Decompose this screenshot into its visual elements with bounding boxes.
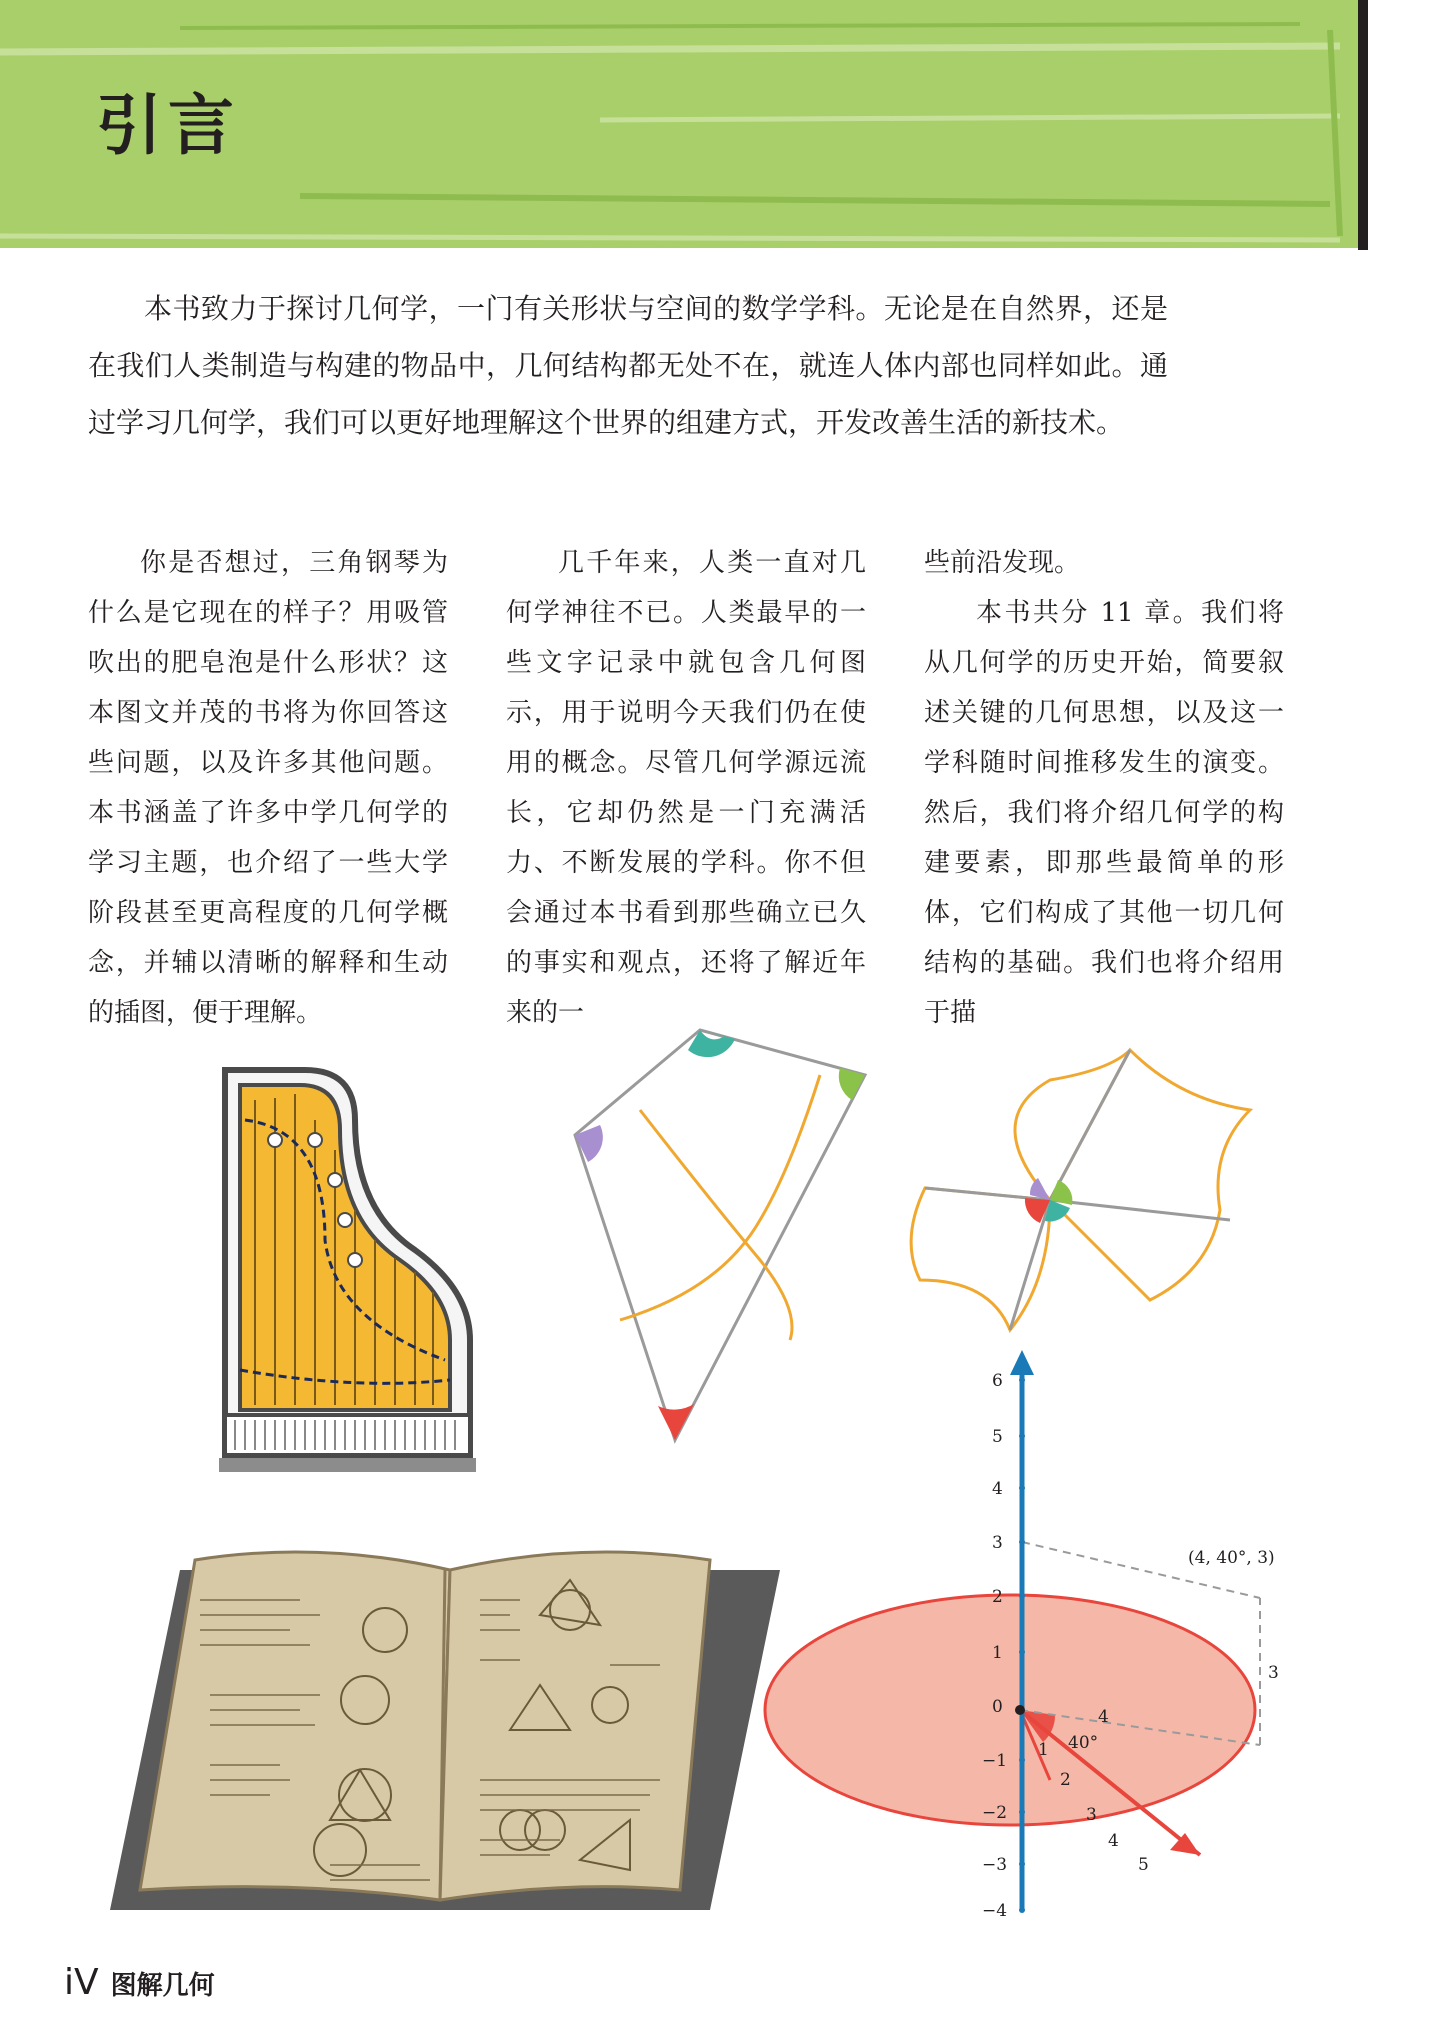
intro-paragraph: 本书致力于探讨几何学，一门有关形状与空间的数学学科。无论是在自然界，还是在我们人类制造与构建的物品中，几何结构都无处不在，就连人体内部也同样如此。通过学习几何学，我们可以更好地理解这个世界的组建方式，开发改善生活的新技术。 — [88, 292, 1168, 439]
column-1 — [88, 538, 448, 1038]
column-1-text: 你是否想过，三角钢琴为什么是它现在的样子？用吸管吹出的肥皂泡是什么形状？这本图文并茂的书将为你回答这些问题，以及许多其他问题。本书涵盖了许多中学几何学的学习主题，也介绍了一些大学阶段甚至更高程度的几何学概念，并辅以清晰的解释和生动的插图，便于理解。 — [88, 548, 448, 1028]
ray-tick-4: 4 — [1108, 1831, 1119, 1851]
tiled-pieces-illustration — [880, 1040, 1280, 1360]
column-2 — [506, 538, 866, 1038]
z-tick-m4: −4 — [982, 1901, 1008, 1921]
ray-tick-2: 2 — [1060, 1770, 1071, 1790]
ray-tick-3: 3 — [1086, 1805, 1097, 1825]
point-label: (4, 40°, 3) — [1188, 1548, 1275, 1568]
column-3-paragraph: 本书共分 11 章。我们将从几何学的历史开始，简要叙述关键的几何思想，以及这一学科随时间推移发生的演变。然后，我们将介绍几何学的构建要素，即那些最简单的形体，它们构成了其他一切几何结构的基础。我们也将介绍用于描 — [924, 598, 1284, 1028]
height-label: 3 — [1268, 1663, 1279, 1683]
ray-tick-1: 1 — [1038, 1740, 1049, 1760]
ray-tick-5: 5 — [1138, 1855, 1149, 1875]
z-tick-1: 1 — [992, 1643, 1003, 1663]
column-2-text: 几千年来，人类一直对几何学神往不已。人类最早的一些文字记录中就包含几何图示，用于说明今天我们仍在使用的概念。尽管几何学源远流长，它却仍然是一门充满活力、不断发展的学科。你不但会通过本书看到那些确立已久的事实和观点，还将了解近年来的一 — [506, 548, 866, 1028]
polar-plane-ellipse — [765, 1595, 1255, 1825]
page-number: iV — [64, 1962, 99, 2003]
column-3-continuation: 些前沿发现。 — [924, 548, 1081, 578]
z-tick-5: 5 — [992, 1427, 1003, 1447]
z-tick-0: 0 — [992, 1697, 1003, 1717]
z-tick-2: 2 — [992, 1587, 1003, 1607]
book-title: 图解几何 — [110, 1971, 215, 2001]
z-tick-m2: −2 — [982, 1803, 1008, 1823]
z-tick-m3: −3 — [982, 1855, 1008, 1875]
z-tick-3: 3 — [992, 1533, 1003, 1553]
page-footer — [64, 1962, 215, 2003]
z-tick-m1: −1 — [982, 1751, 1008, 1771]
z-tick-6: 6 — [992, 1371, 1003, 1391]
angle-label: 40° — [1068, 1733, 1099, 1753]
cylindrical-coordinates-diagram — [760, 1330, 1320, 1950]
column-3 — [924, 538, 1284, 1038]
page-title: 引言 — [96, 87, 240, 164]
z-tick-4: 4 — [992, 1479, 1003, 1499]
grand-piano-illustration — [205, 1060, 485, 1480]
ancient-geometry-book-illustration — [100, 1530, 790, 1920]
radius-label: 4 — [1098, 1707, 1109, 1727]
